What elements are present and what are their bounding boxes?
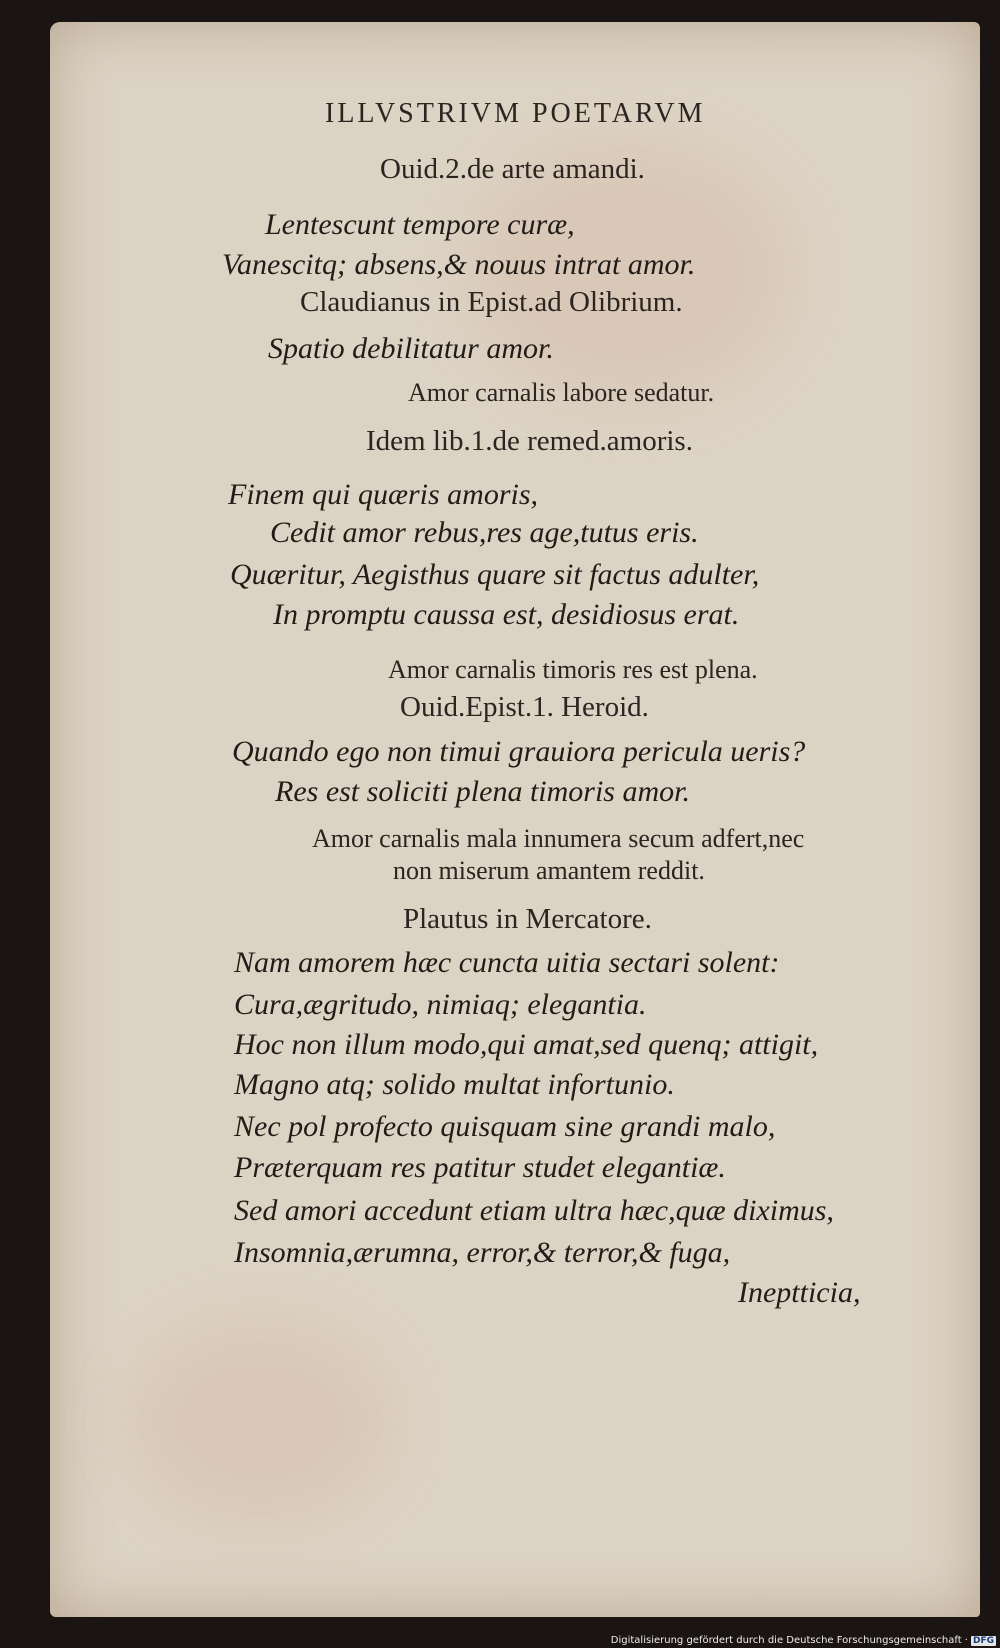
verse-line: Vanescitq; absens,& nouus intrat amor. [222,248,696,281]
verse-line: Cedit amor rebus,res age,tutus eris. [270,516,699,549]
credit-text: Digitalisierung gefördert durch die Deutsche Forschungsgemeinschaft · [610,1635,968,1646]
verse-line: Insomnia,ærumna, error,& terror,& fuga, [234,1236,731,1269]
verse-line: Spatio debilitatur amor. [268,332,554,365]
verse-line: Quando ego non timui grauiora pericula ueris? [232,735,806,768]
topic-heading: Amor carnalis labore sedatur. [408,378,715,407]
verse-line: Nam amorem hæc cuncta uitia sectari solent: [234,946,780,979]
digitization-credit [611,1635,996,1646]
verse-line: Finem qui quæris amoris, [228,478,539,511]
verse-line: Quæritur, Aegisthus quare sit factus adulter, [230,558,760,591]
running-head: ILLVSTRIVM POETARVM [325,98,706,129]
dfg-logo: DFG [972,1635,994,1646]
verse-line: Lentescunt tempore curæ, [265,208,575,241]
verse-line: Cura,ægritudo, nimiaq; elegantia. [234,988,647,1021]
verse-line: Sed amori accedunt etiam ultra hæc,quæ diximus, [234,1194,834,1227]
verse-line: In promptu caussa est, desidiosus erat. [273,598,740,631]
verse-line: Præterquam res patitur studet elegantiæ. [234,1151,726,1184]
source-heading: Idem lib.1.de remed.amoris. [366,425,693,457]
verse-line: Hoc non illum modo,qui amat,sed quenq; attigit, [234,1028,819,1061]
catchword: Ineptticia, [738,1276,861,1309]
topic-heading: Amor carnalis timoris res est plena. [388,655,758,684]
topic-heading: non miserum amantem reddit. [393,856,705,885]
source-heading: Plautus in Mercatore. [403,903,652,935]
verse-line: Magno atq; solido multat infortunio. [234,1068,675,1101]
source-heading: Ouid.Epist.1. Heroid. [400,691,649,723]
topic-heading: Amor carnalis mala innumera secum adfert,nec [312,824,805,853]
source-heading: Claudianus in Epist.ad Olibrium. [300,286,683,318]
source-heading: Ouid.2.de arte amandi. [380,153,645,185]
verse-line: Res est soliciti plena timoris amor. [275,775,690,808]
paper-stain [130,1322,390,1522]
verse-line: Nec pol profecto quisquam sine grandi malo, [234,1110,776,1143]
